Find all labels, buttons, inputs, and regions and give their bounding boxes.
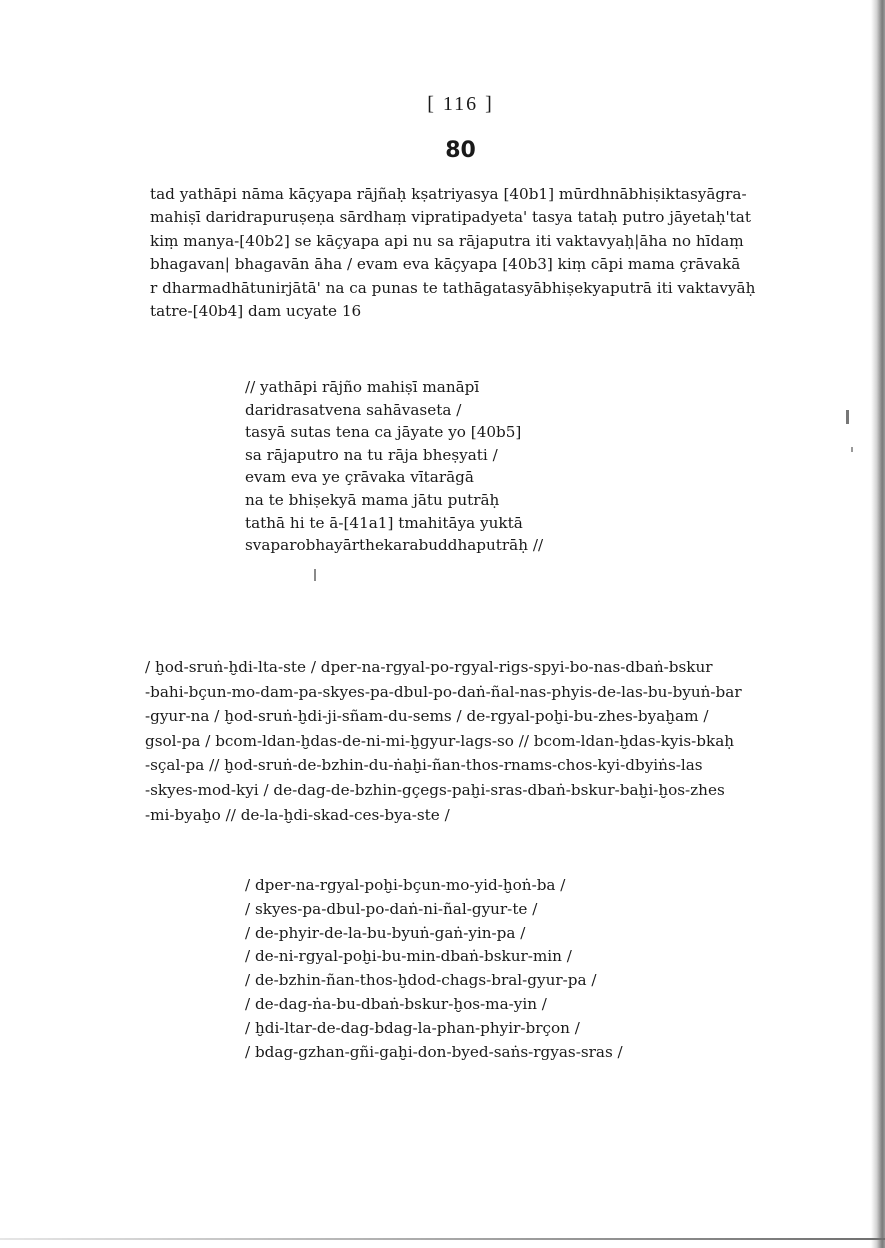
tibetan-verse	[245, 874, 623, 1064]
verse-line: daridrasatvena sahāvaseta /	[245, 400, 462, 419]
verse-line: / de-bzhin-ñan-thos-ḫdod-chags-bral-gyur-pa /	[245, 971, 597, 990]
verse-line: / bdag-gzhan-gñi-gaḫi-don-byed-saṅs-rgyas-sras /	[245, 1042, 623, 1061]
edge-mark	[851, 447, 853, 452]
verse-line: / de-ni-rgyal-poḫi-bu-min-dbaṅ-bskur-min /	[245, 947, 572, 966]
verse-line: tasyā sutas tena ca jāyate yo [40b5]	[245, 423, 522, 442]
tibetan-prose-paragraph	[145, 655, 742, 827]
verse-line: tathā hi te ā-[41a1] tmahitāya yuktā	[245, 513, 523, 532]
verse-line: / de-phyir-de-la-bu-byuṅ-gaṅ-yin-pa /	[245, 923, 526, 942]
text-line: / ḫod-sruṅ-ḫdi-lta-ste / dper-na-rgyal-po-rgyal-rigs-spyi-bo-nas-dbaṅ-bskur	[145, 658, 713, 676]
verse-line: evam eva ye çrāvaka vītarāgā	[245, 468, 474, 487]
text-line: r dharmadhātunirjātā' na ca punas te tathāgatasyābhiṣekyaputrā iti vaktavyāḥ	[150, 278, 756, 297]
text-line: kiṃ manya-[40b2] se kāçyapa api nu sa rājaputra iti vaktavyaḥ|āha no hīdaṃ	[150, 231, 744, 250]
sanskrit-verse	[245, 376, 543, 557]
verse-line: sa rājaputro na tu rāja bheṣyati /	[245, 445, 498, 464]
stray-mark	[314, 569, 316, 581]
text-line: -gyur-na / ḫod-sruṅ-ḫdi-ji-sñam-du-sems / de-rgyal-poḫi-bu-zhes-byaḫam /	[145, 707, 709, 726]
folio-number: 80	[445, 138, 476, 163]
verse-line: // yathāpi rājño mahiṣī manāpī	[245, 378, 480, 396]
text-line: -sçal-pa // ḫod-sruṅ-de-bzhin-du-ṅaḫi-ñan-thos-rnams-chos-kyi-dbyiṅs-las	[145, 756, 703, 775]
text-line: tad yathāpi nāma kāçyapa rājñaḥ kṣatriyasya [40b1] mūrdhnābhiṣiktasyāgra-	[150, 185, 747, 203]
text-line: gsol-pa / bcom-ldan-ḫdas-de-ni-mi-ḫgyur-lags-so // bcom-ldan-ḫdas-kyis-bkaḥ	[145, 731, 735, 750]
verse-line: / dper-na-rgyal-poḫi-bçun-mo-yid-ḫoṅ-ba /	[245, 876, 566, 894]
verse-line: svaparobhayārthekarabuddhaputrāḥ //	[245, 536, 544, 555]
text-line: mahiṣī daridrapuruṣeṇa sārdhaṃ vipratipadyeta' tasya tataḥ putro jāyetaḥ'tat	[150, 208, 751, 227]
page-number: [ 116 ]	[427, 93, 494, 115]
edge-mark	[846, 410, 849, 424]
text-line: -skyes-mod-kyi / de-dag-de-bzhin-gçegs-paḫi-sras-dbaṅ-bskur-baḫi-ḫos-zhes	[145, 780, 725, 799]
text-line: -bahi-bçun-mo-dam-pa-skyes-pa-dbul-po-daṅ-ñal-nas-phyis-de-las-bu-byuṅ-bar	[145, 682, 742, 701]
text-line: tatre-[40b4] dam ucyate 16	[150, 302, 362, 321]
verse-line: / skyes-pa-dbul-po-daṅ-ni-ñal-gyur-te /	[245, 899, 538, 918]
bottom-edge-line	[0, 1238, 885, 1240]
page-edge-shadow	[871, 0, 885, 1248]
verse-line: / ḫdi-ltar-de-dag-bdag-la-phan-phyir-brçon /	[245, 1018, 580, 1037]
verse-line: / de-dag-ṅa-bu-dbaṅ-bskur-ḫos-ma-yin /	[245, 994, 547, 1013]
sanskrit-prose-paragraph	[150, 183, 755, 323]
text-line: bhagavan| bhagavān āha / evam eva kāçyapa [40b3] kiṃ cāpi mama çrāvakā	[150, 255, 741, 274]
verse-line: na te bhiṣekyā mama jātu putrāḥ	[245, 490, 500, 509]
text-line: -mi-byaḫo // de-la-ḫdi-skad-ces-bya-ste /	[145, 805, 450, 824]
